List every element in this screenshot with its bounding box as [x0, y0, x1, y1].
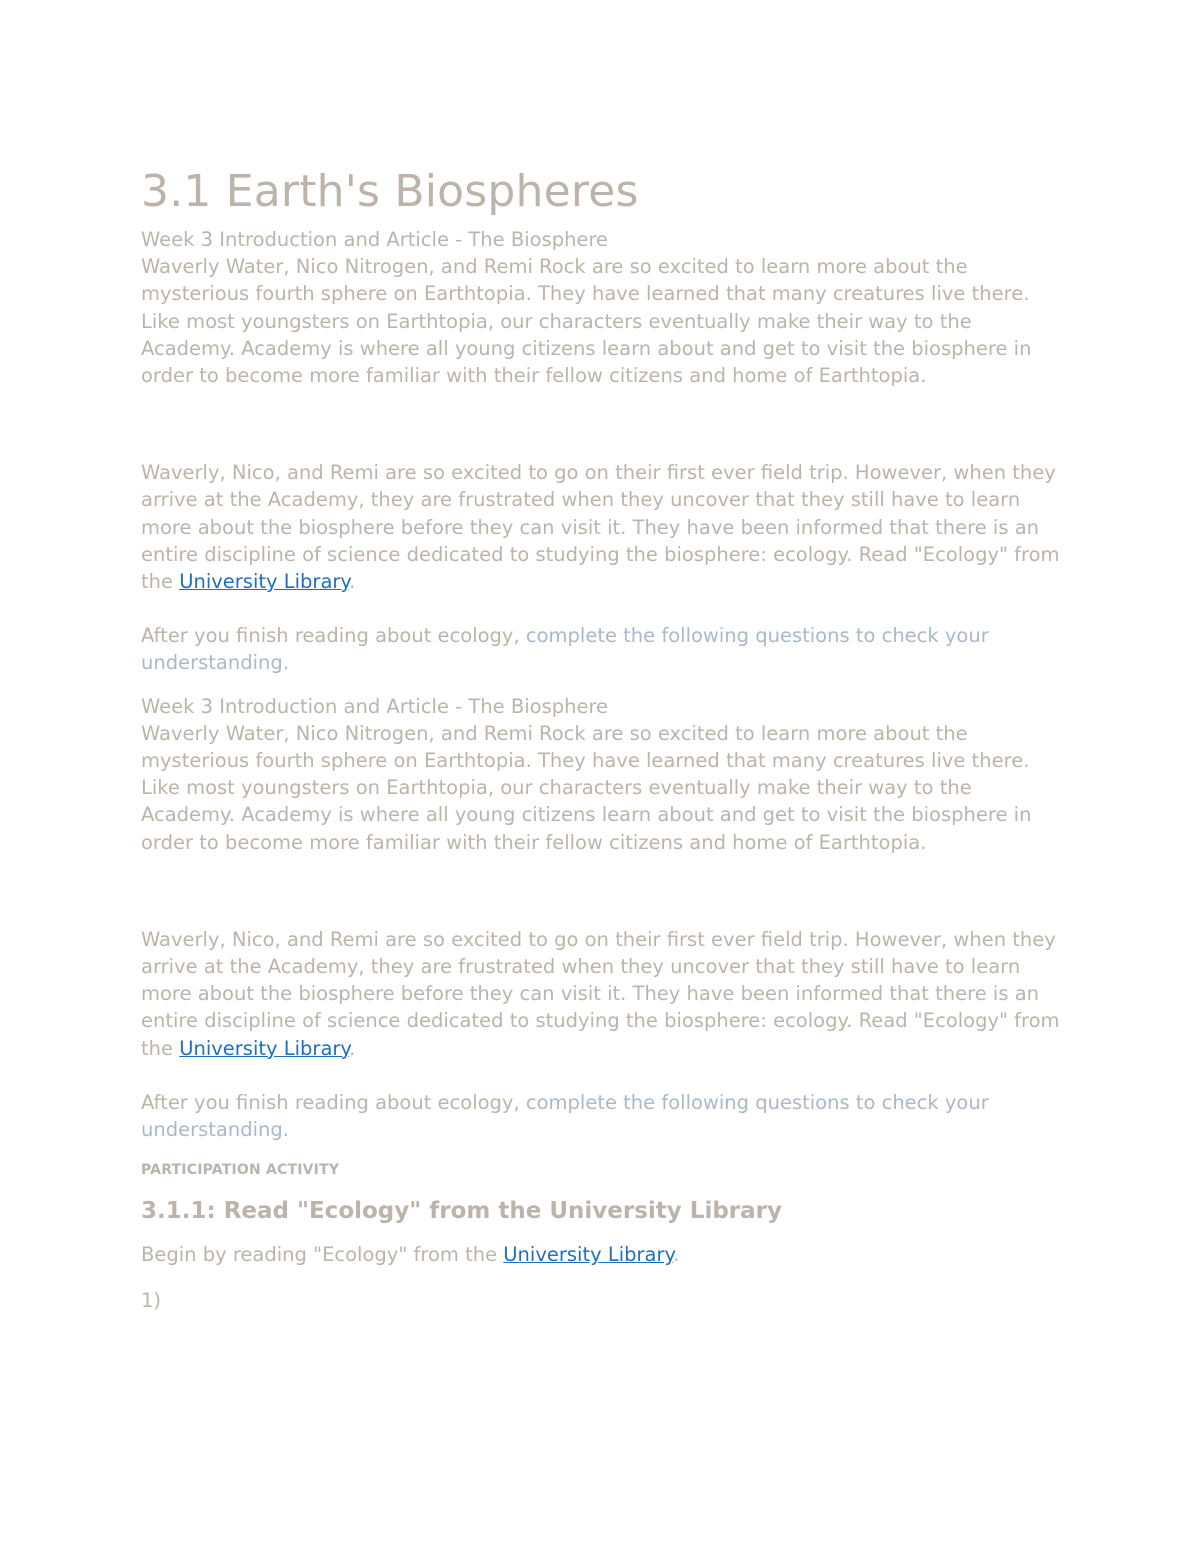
activity-instruction [141, 1241, 1071, 1268]
intro-paragraph: Waverly Water, Nico Nitrogen, and Remi Rock are so excited to learn more about the mysterious fourth sphere on Earthtopia. They have learned that many creatures live there. Like most youngsters on Earthtopia, our characters eventually make their way to the Academy. Academy is where all young citizens learn about and get to visit the biosphere in order to become more familiar with their fellow citizens and home of Earthtopia. [141, 255, 1032, 388]
question-number: 1) [141, 1289, 162, 1313]
field-trip-paragraph [141, 926, 1071, 1062]
after-reading-instruction: complete the following questions to check your understanding. [141, 624, 989, 675]
section-heading: Week 3 Introduction and Article - The Biosphere [141, 228, 609, 251]
field-trip-text: Waverly, Nico, and Remi are so excited to go on their first ever field trip. However, when they arrive at the Academy, they are frustrated when they uncover that they still have to learn more about the biosphere before they can visit it. They have been informed that there is an entire discipline of science dedicated to studying the biosphere: ecology. Read "Ecology" from the [141, 927, 1060, 1060]
intro-section-2 [141, 693, 1071, 1144]
intro-paragraph: Waverly Water, Nico Nitrogen, and Remi Rock are so excited to learn more about the mysterious fourth sphere on Earthtopia. They have learned that many creatures live there. Like most youngsters on Earthtopia, our characters eventually make their way to the Academy. Academy is where all young citizens learn about and get to visit the biosphere in order to become more familiar with their fellow citizens and home of Earthtopia. [141, 721, 1032, 854]
after-reading-instruction: complete the following questions to check your understanding. [141, 1090, 989, 1142]
after-reading-paragraph [141, 622, 1071, 676]
field-trip-text: Waverly, Nico, and Remi are so excited to go on their first ever field trip. However, when they arrive at the Academy, they are frustrated when they uncover that they still have to learn more about the biosphere before they can visit it. They have been informed that there is an entire discipline of science dedicated to studying the biosphere: ecology. Read "Ecology" from the [141, 461, 1060, 594]
document-page [141, 162, 1071, 1315]
after-reading-paragraph [141, 1089, 1071, 1143]
university-library-link[interactable]: University Library [179, 570, 350, 594]
activity-heading: 3.1.1: Read "Ecology" from the University Library [141, 1198, 782, 1225]
field-trip-text-end: . [349, 1036, 356, 1060]
activity-label: PARTICIPATION ACTIVITY [141, 1162, 340, 1179]
university-library-link[interactable]: University Library [179, 1036, 350, 1060]
section-heading: Week 3 Introduction and Article - The Biosphere [141, 694, 609, 718]
university-library-link[interactable]: University Library [503, 1243, 674, 1267]
participation-activity [141, 1160, 1071, 1314]
activity-instruction-end: . [673, 1243, 680, 1267]
intro-section-1 [141, 226, 1071, 677]
after-reading-text: After you finish reading about ecology, [141, 1090, 526, 1114]
activity-instruction-text: Begin by reading "Ecology" from the [141, 1243, 504, 1267]
field-trip-text-end: . [349, 570, 356, 594]
field-trip-paragraph [141, 459, 1071, 595]
after-reading-text: After you finish reading about ecology, [141, 624, 526, 648]
page-title: 3.1 Earth's Biospheres [141, 166, 639, 217]
